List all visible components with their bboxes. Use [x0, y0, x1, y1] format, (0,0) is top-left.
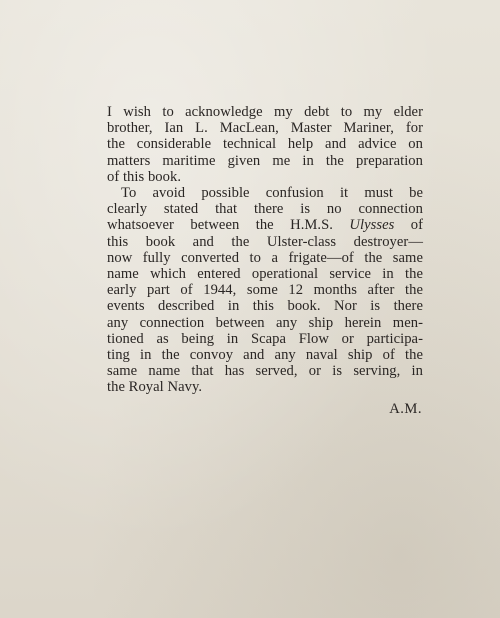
disclaimer-line: early part of 1944, some 12 months after the: [107, 282, 423, 299]
acknowledgement-line: I wish to acknowledge my debt to my elder: [107, 104, 423, 120]
disclaimer-line-with-ship-name: [107, 217, 423, 233]
acknowledgement-line: the considerable technical help and advice on: [107, 136, 423, 153]
disclaimer-text: of: [394, 217, 423, 234]
acknowledgement-line: brother, Ian L. MacLean, Master Mariner, for: [107, 120, 423, 137]
disclaimer-line: events described in this book. Nor is there: [107, 298, 423, 315]
disclaimer-line: tioned as being in Scapa Flow or participa-: [107, 330, 423, 347]
disclaimer-line: the Royal Navy.: [107, 379, 203, 396]
disclaimer-line: name which entered operational service in the: [107, 266, 423, 283]
disclaimer-line: ting in the convoy and any naval ship of the: [107, 347, 423, 364]
disclaimer-line: any connection between any ship herein men-: [107, 314, 423, 331]
author-initials: A.M.: [389, 400, 422, 417]
disclaimer-line: same name that has served, or is serving, in: [107, 363, 423, 380]
disclaimer-text: whatsoever between the H.M.S.: [107, 217, 350, 234]
acknowledgement-line: matters maritime given me in the preparation: [107, 152, 423, 169]
disclaimer-line: this book and the Ulster-class destroyer—: [107, 233, 423, 250]
acknowledgement-paragraph: [107, 104, 423, 185]
acknowledgement-line: of this book.: [107, 168, 182, 185]
ship-name-ulysses: Ulysses: [349, 217, 395, 234]
disclaimer-line: To avoid possible confusion it must be: [121, 185, 423, 202]
disclaimer-paragraph: [107, 185, 423, 396]
acknowledgement-text-block: [107, 104, 423, 417]
disclaimer-line: clearly stated that there is no connection: [107, 201, 423, 218]
disclaimer-line: now fully converted to a frigate—of the same: [107, 249, 423, 266]
